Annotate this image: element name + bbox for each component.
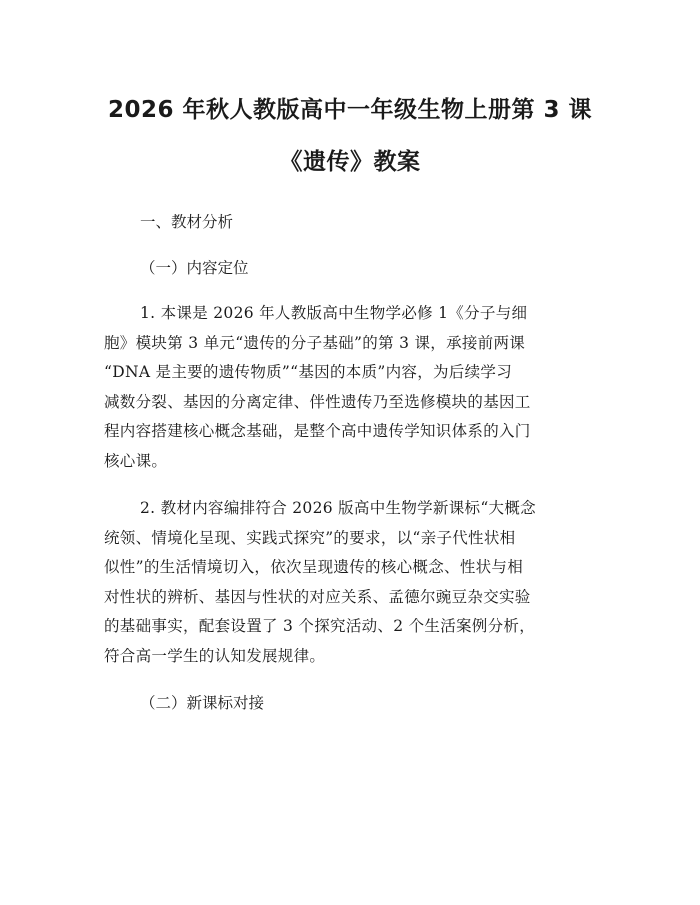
title-line-1: 2026 年秋人教版高中一年级生物上册第 3 课 [107,97,593,123]
paragraph-1-line: “DNA 是主要的遗传物质”“基因的本质”内容，为后续学习 [104,363,513,381]
paragraph-2-line: 统领、情境化呈现、实践式探究”的要求，以“亲子代性状相 [104,528,516,547]
subsection-heading-content-positioning: （一）内容定位 [140,258,249,277]
paragraph-1-line: 减数分裂、基因的分离定律、伴性遗传乃至选修模块的基因工 [104,392,531,411]
paragraph-1-line: 1. 本课是 2026 年人教版高中生物学必修 1《分子与细 [140,304,528,322]
paragraph-1-line: 程内容搭建核心概念基础，是整个高中遗传学知识体系的入门 [104,422,531,440]
paragraph-2-line: 符合高一学生的认知发展规律。 [104,646,326,665]
subsection-heading-curriculum-alignment: （二）新课标对接 [140,694,265,712]
paragraph-2-line: 对性状的辨析、基因与性状的对应关系、孟德尔豌豆杂交实验 [104,587,531,606]
document-body [104,208,596,719]
paragraph-1-line: 核心课。 [104,451,168,470]
paragraph-2-line: 的基础事实，配套设置了 3 个探究活动、2 个生活案例分析， [104,617,536,635]
paragraph-2-line: 2. 教材内容编排符合 2026 版高中生物学新课标“大概念 [140,499,536,517]
document-title [104,0,596,188]
paragraph-2 [104,494,596,671]
title-line-2: 《遗传》教案 [279,149,421,175]
paragraph-1 [104,299,596,476]
section-heading-textbook-analysis: 一、教材分析 [140,213,234,231]
paragraph-1-line: 胞》模块第 3 单元“遗传的分子基础”的第 3 课，承接前两课 [104,333,526,352]
paragraph-2-line: 似性”的生活情境切入，依次呈现遗传的核心概念、性状与相 [104,558,524,576]
